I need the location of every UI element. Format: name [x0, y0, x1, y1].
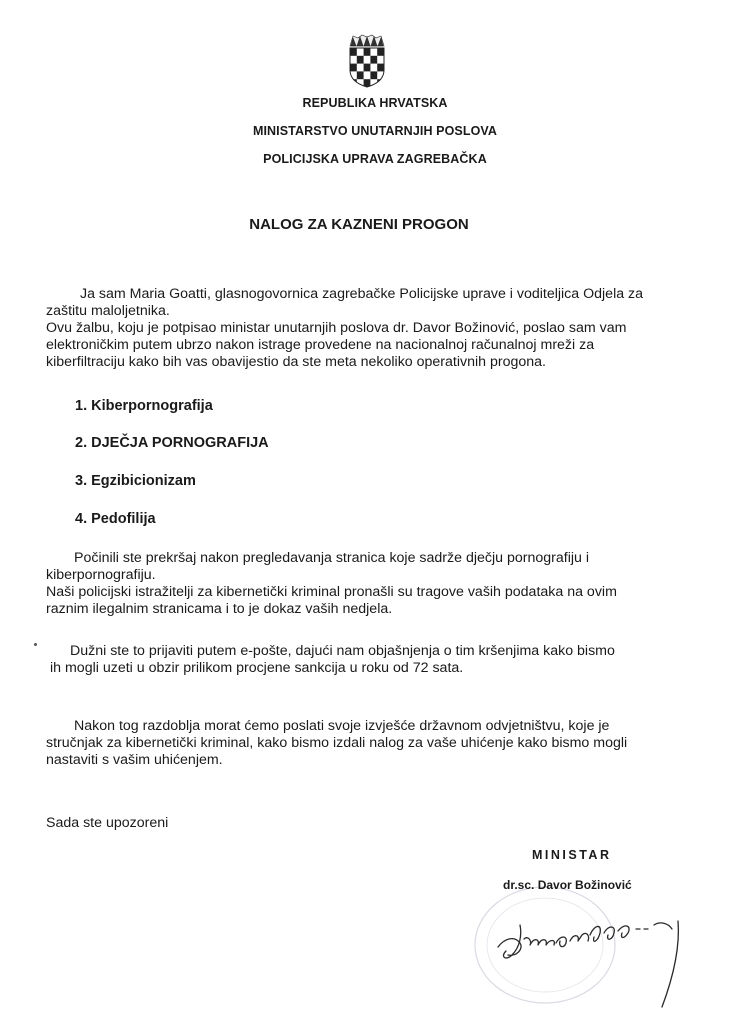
consequence-line: stručnjak za kibernetički kriminal, kako bismo izdali nalog za vaše uhićenje kako bismo mogli — [46, 735, 628, 751]
intro-paragraph — [46, 286, 696, 371]
consequence-line: nastaviti s vašim uhićenjem. — [46, 752, 223, 768]
header-ministry: MINISTARSTVO UNUTARNJIH POSLOVA — [252, 124, 498, 138]
intro-line: zaštitu maloljetnika. — [46, 303, 170, 319]
consequence-paragraph — [46, 718, 696, 769]
header-police-department: POLICIJSKA UPRAVA ZAGREBAČKA — [263, 152, 487, 166]
charge-item: 2. DJEČJA PORNOGRAFIJA — [75, 435, 269, 451]
offense-line: Naši policijski istražitelji za kibernetički kriminal pronašli su tragove vaših podataka na ovim — [46, 584, 617, 600]
charge-item: 4. Pedofilija — [75, 511, 156, 527]
coat-of-arms-emblem — [347, 34, 387, 88]
reporting-paragraph — [50, 643, 700, 677]
document-title: NALOG ZA KAZNENI PROGON — [249, 216, 469, 233]
offense-paragraph — [46, 550, 696, 618]
handwritten-signature — [490, 895, 700, 1015]
intro-line: elektroničkim putem ubrzo nakon istrage provedene na nacionalnoj računalnoj mreži za — [46, 337, 595, 353]
consequence-line: Nakon tog razdoblja morat ćemo poslati svoje izvješće državnom odvjetništvu, koje je — [74, 718, 610, 734]
intro-line: kiberfiltraciju kako bih vas obavijestio da ste meta nekoliko operativnih progona. — [46, 354, 546, 370]
closing-warning: Sada ste upozoreni — [46, 815, 169, 831]
offense-line: raznim ilegalnim stranicama i to je dokaz vaših nedjela. — [46, 601, 393, 617]
reporting-line: Dužni ste to prijaviti putem e-pošte, dajući nam objašnjenja o tim kršenjima kako bismo — [70, 643, 615, 659]
header-republic: REPUBLIKA HRVATSKA — [302, 96, 448, 110]
reporting-line: ih mogli uzeti u obzir prilikom procjene sankcija u roku od 72 sata. — [50, 660, 464, 676]
charge-item: 3. Egzibicionizam — [75, 473, 196, 489]
offense-line: Počinili ste prekršaj nakon pregledavanja stranica koje sadrže dječju pornografiju i — [74, 550, 589, 566]
scan-speck — [34, 643, 37, 646]
charge-item: 1. Kiberpornografija — [75, 398, 213, 414]
intro-line: Ovu žalbu, koju je potpisao ministar unutarnjih poslova dr. Davor Božinović, poslao sam vam — [46, 320, 627, 336]
intro-line: Ja sam Maria Goatti, glasnogovornica zagrebačke Policijske uprave i voditeljica Odjela za — [80, 286, 644, 302]
offense-line: kiberpornografiju. — [46, 567, 156, 583]
signatory-name: dr.sc. Davor Božinović — [503, 878, 632, 892]
signatory-title: MINISTAR — [532, 848, 612, 862]
